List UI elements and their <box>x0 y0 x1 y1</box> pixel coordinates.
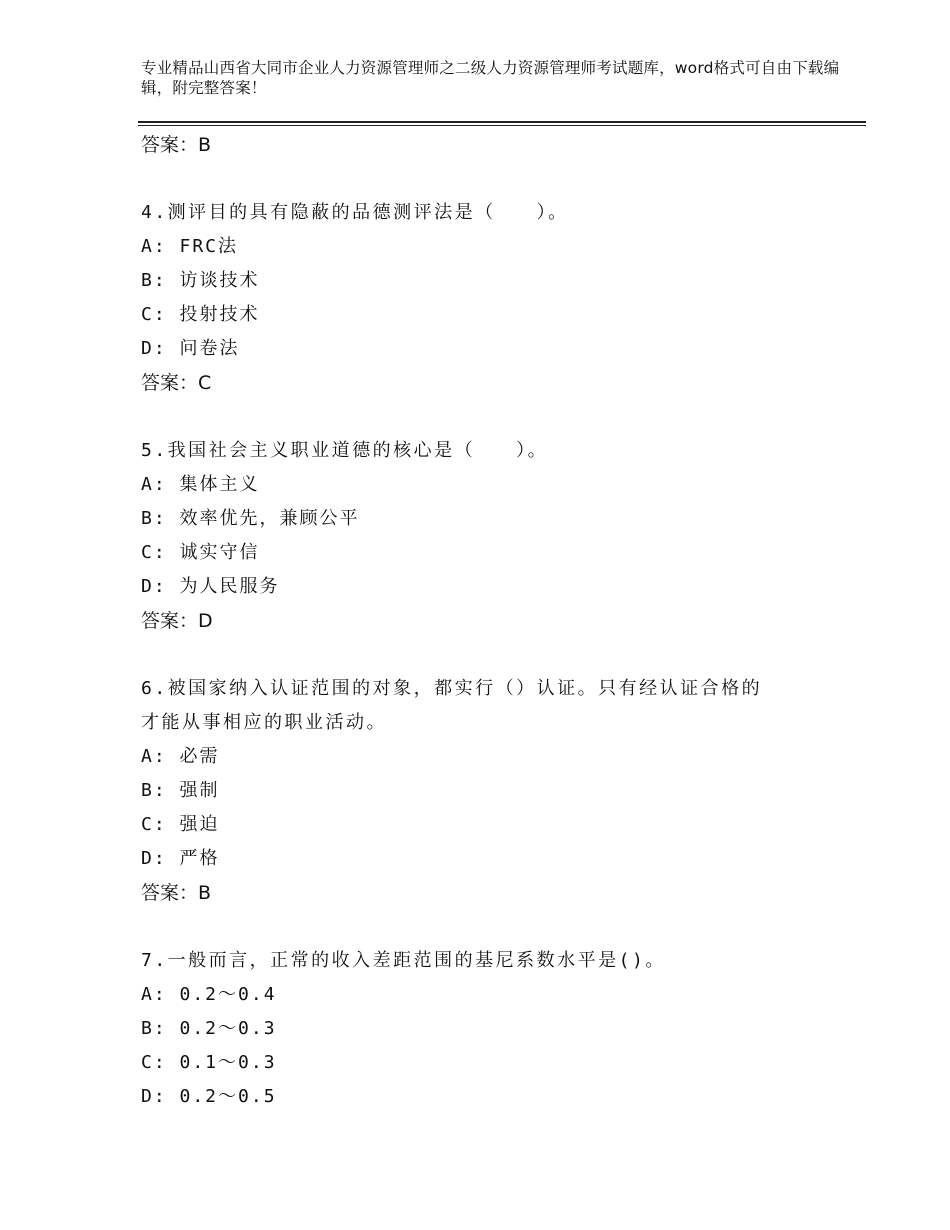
option-a: A: 集体主义 <box>141 474 260 495</box>
question-stem: 6.被国家纳入认证范围的对象，都实行（）认证。只有经认证合格的 <box>141 678 763 699</box>
option-a: A: 0.2～0.4 <box>141 984 277 1005</box>
question-stem: 4.测评目的具有隐蔽的品德测评法是（ ）。 <box>141 202 569 223</box>
option-d: D: 0.2～0.5 <box>141 1086 277 1107</box>
option-a: A: 必需 <box>141 746 220 767</box>
option-a: A: FRC法 <box>141 236 239 257</box>
option-b: B: 访谈技术 <box>141 270 260 291</box>
previous-answer: 答案：B <box>141 134 212 156</box>
option-b: B: 效率优先，兼顾公平 <box>141 508 360 529</box>
question-4 <box>141 196 841 400</box>
header-rule-thick <box>138 121 866 123</box>
option-c: C: 强迫 <box>141 814 220 835</box>
header-rule-thin <box>138 125 866 126</box>
question-stem: 7.一般而言，正常的收入差距范围的基尼系数水平是()。 <box>141 950 666 971</box>
option-c: C: 投射技术 <box>141 304 260 325</box>
option-d: D: 严格 <box>141 848 220 869</box>
question-answer: 答案：D <box>141 610 213 632</box>
question-answer: 答案：C <box>141 372 212 394</box>
question-answer: 答案：B <box>141 882 212 904</box>
option-c: C: 诚实守信 <box>141 542 260 563</box>
option-d: D: 为人民服务 <box>141 576 280 597</box>
question-5 <box>141 434 841 638</box>
question-6 <box>141 672 841 910</box>
document-header: 专业精品山西省大同市企业人力资源管理师之二级人力资源管理师考试题库，word格式可自由下载编辑，附完整答案！ <box>141 59 840 97</box>
option-c: C: 0.1～0.3 <box>141 1052 277 1073</box>
question-stem: 5.我国社会主义职业道德的核心是（ ）。 <box>141 440 549 461</box>
question-list <box>141 128 841 1114</box>
question-7 <box>141 944 841 1114</box>
option-b: B: 0.2～0.3 <box>141 1018 277 1039</box>
option-b: B: 强制 <box>141 780 220 801</box>
option-d: D: 问卷法 <box>141 338 240 359</box>
question-stem-continued: 才能从事相应的职业活动。 <box>141 712 387 733</box>
